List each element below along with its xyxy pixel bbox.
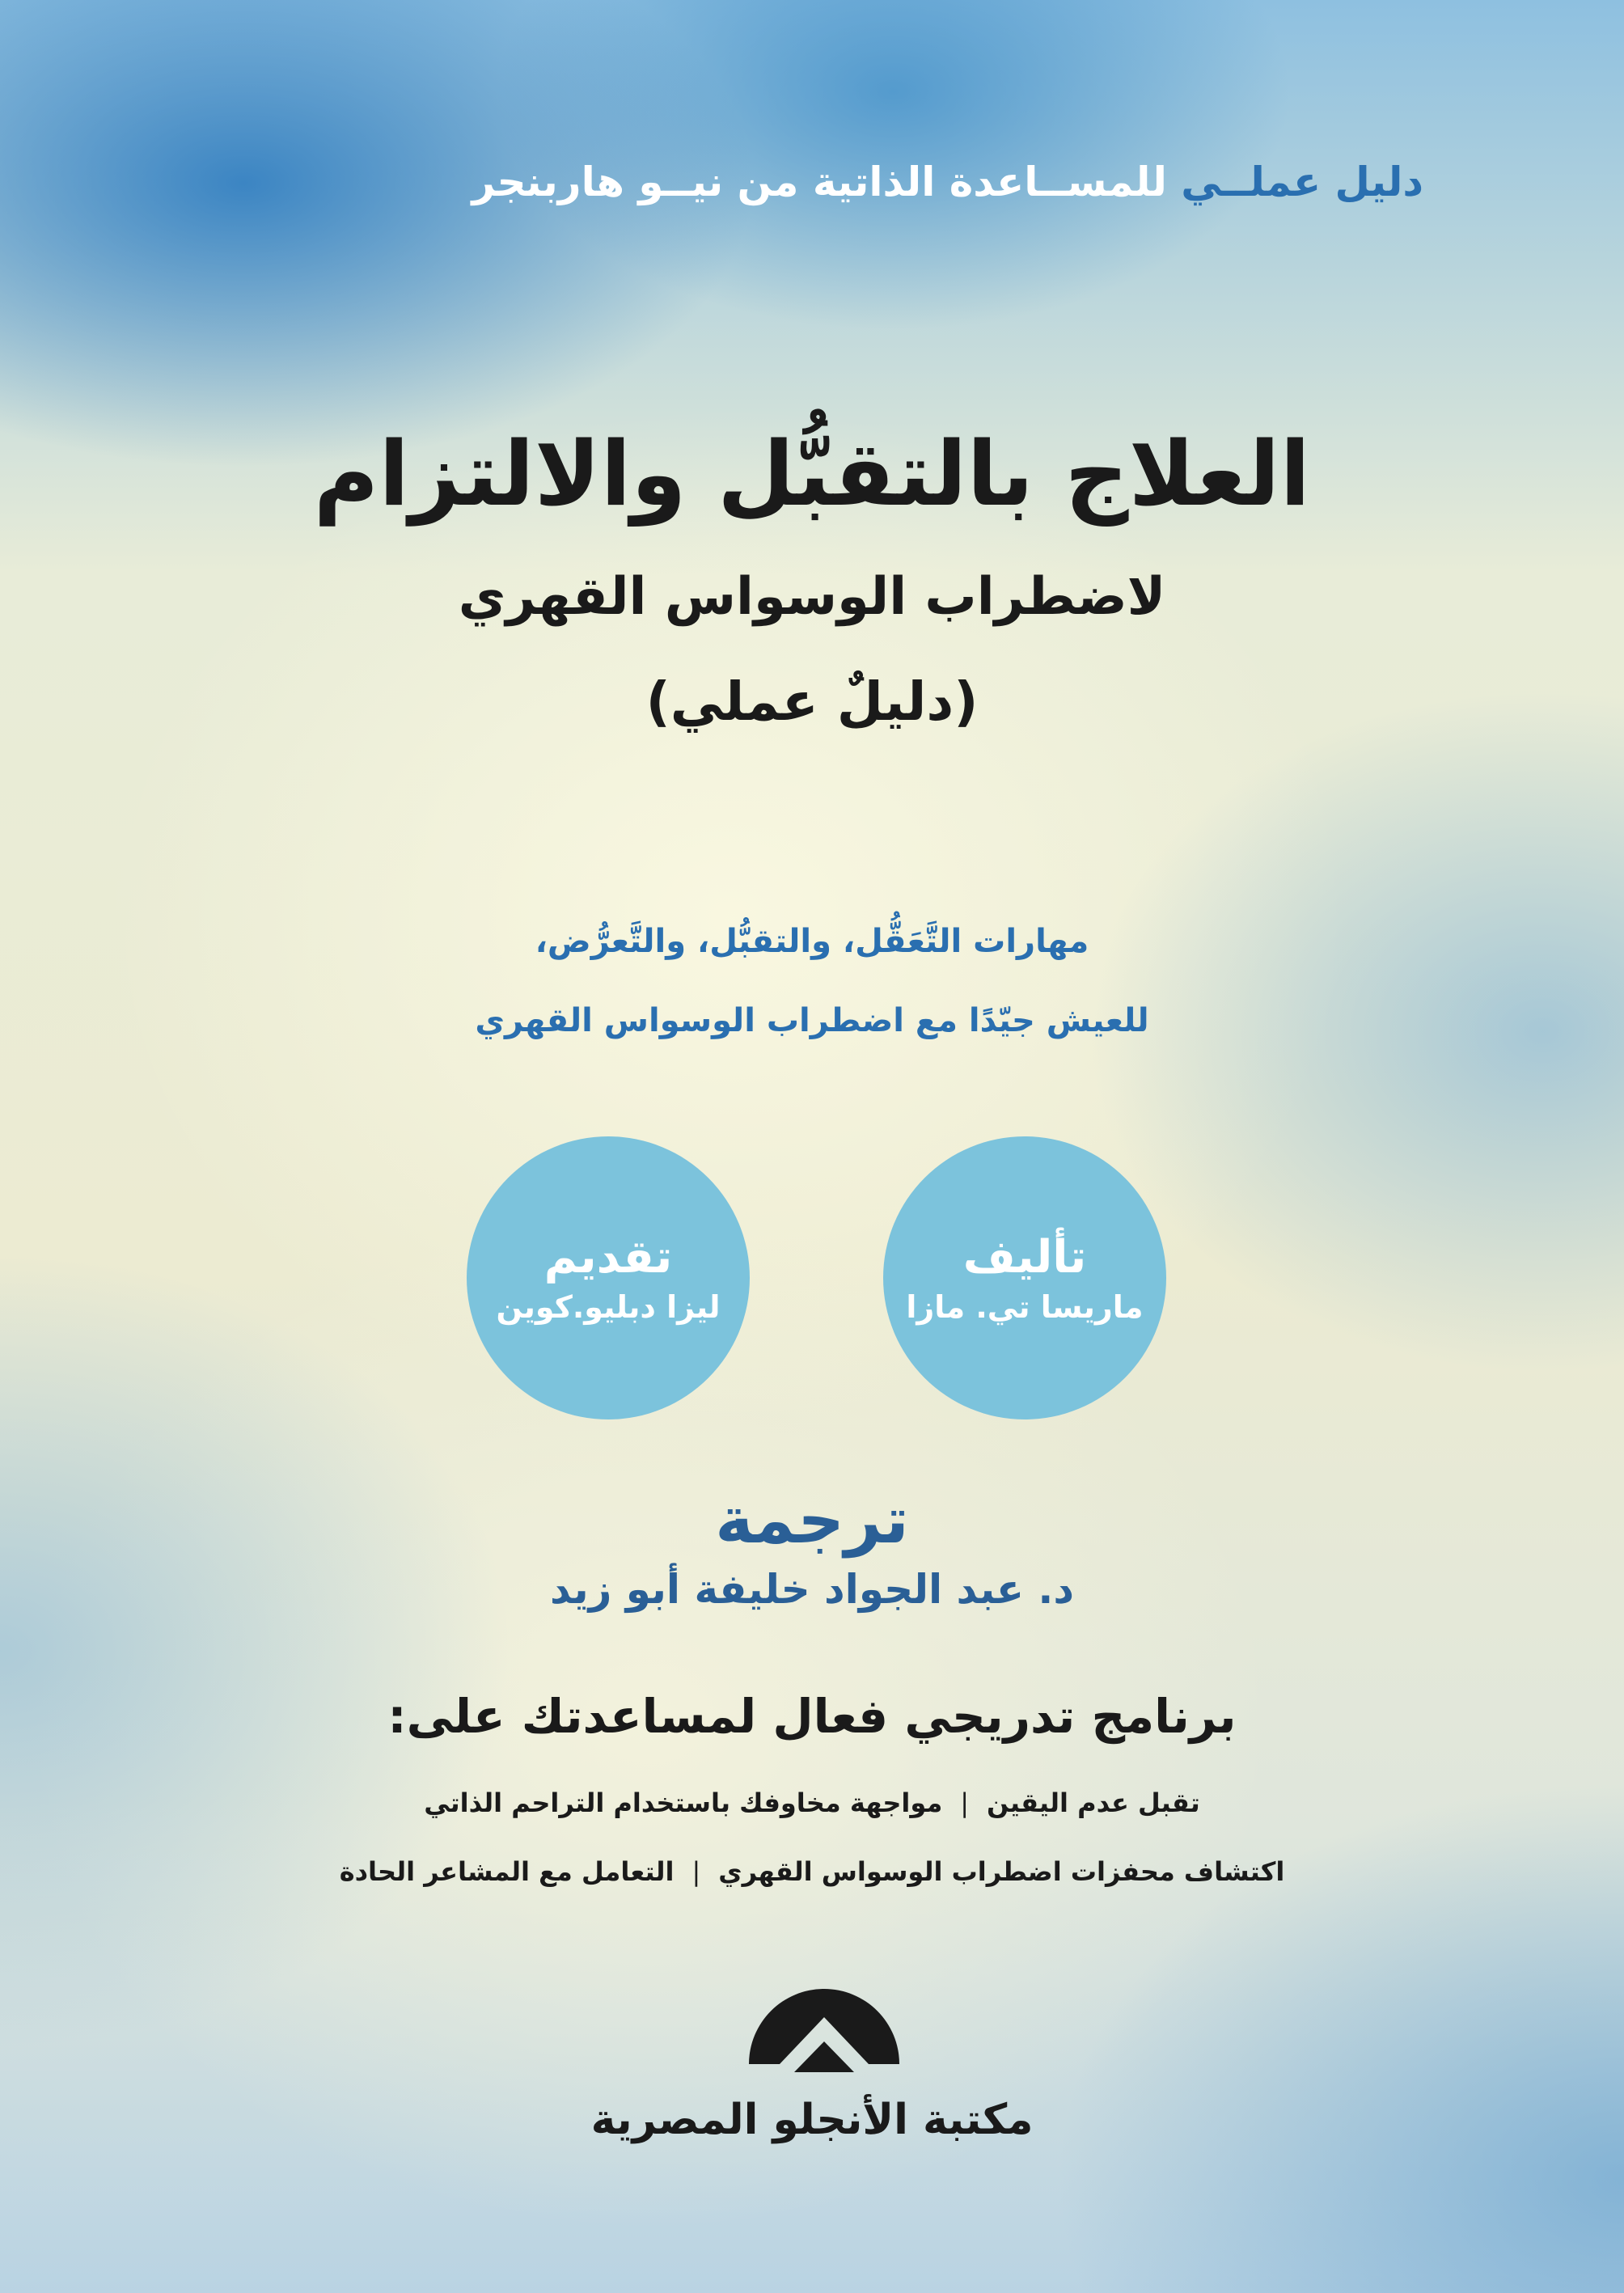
program-item: التعامل مع المشاعر الحادة bbox=[339, 1856, 675, 1887]
foreword-circle bbox=[467, 1136, 750, 1419]
separator: | bbox=[960, 1787, 970, 1818]
author-role: تأليف bbox=[962, 1230, 1087, 1284]
foreword-role: تقديم bbox=[543, 1230, 673, 1284]
program-item: مواجهة مخاوفك باستخدام التراحم الذاتي bbox=[424, 1787, 943, 1818]
tagline-line-1: مهارات التَّعَقُّل، والتقبُّل، والتَّعرُّض، bbox=[535, 923, 1089, 960]
book-title: العلاج بالتقبُّل والالتزام bbox=[313, 422, 1311, 526]
series-line bbox=[210, 159, 1423, 215]
author-circle bbox=[883, 1136, 1166, 1419]
tagline-line-2: للعيش جيّدًا مع اضطراب الوسواس القهري bbox=[475, 1002, 1149, 1039]
author-name: ماريسا تي. مازا bbox=[906, 1288, 1144, 1325]
series-highlight: دليل عملــي bbox=[1181, 159, 1423, 205]
publisher-name: مكتبة الأنجلو المصرية bbox=[590, 2096, 1034, 2144]
program-item: تقبل عدم اليقين bbox=[987, 1787, 1200, 1818]
book-title-note: (دليلٌ عملي) bbox=[645, 671, 979, 733]
program-item: اكتشاف محفزات اضطراب الوسواس القهري bbox=[718, 1856, 1285, 1887]
program-items-row-1 bbox=[0, 1787, 1624, 1818]
translation-label: ترجمة bbox=[715, 1483, 909, 1558]
book-subtitle: لاضطراب الوسواس القهري bbox=[458, 567, 1166, 627]
program-items-row-2 bbox=[0, 1856, 1624, 1887]
program-title: برنامج تدريجي فعال لمساعدتك على: bbox=[387, 1689, 1237, 1744]
translator-name: د. عبد الجواد خليفة أبو زيد bbox=[549, 1566, 1075, 1613]
series-rest: للمســاعدة الذاتية من نيــو هاربنجر bbox=[472, 159, 1167, 205]
foreword-name: ليزا دبليو.كوين bbox=[496, 1288, 721, 1325]
separator: | bbox=[691, 1856, 701, 1887]
